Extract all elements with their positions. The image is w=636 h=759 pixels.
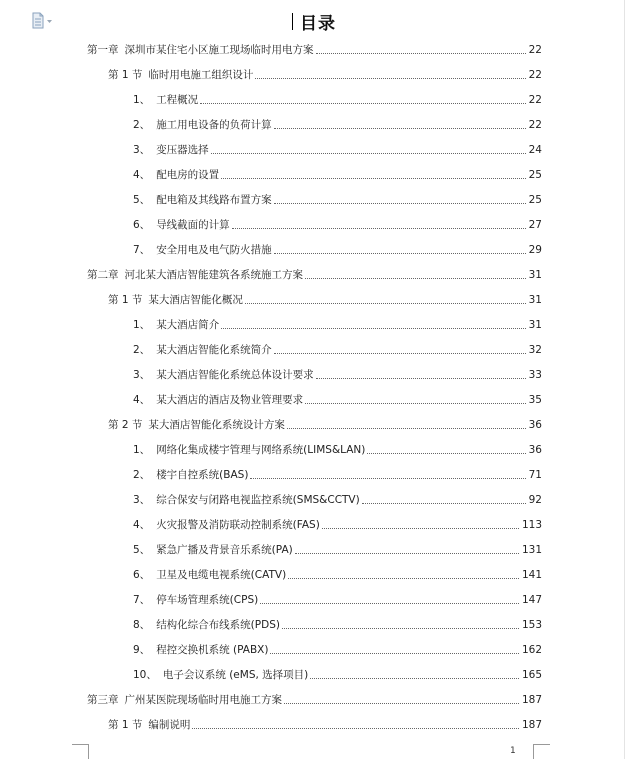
page-corner-mark-right	[533, 744, 550, 759]
toc-entry-number: 1、	[133, 444, 151, 456]
toc-entry-label: 施工用电设备的负荷计算	[156, 119, 272, 131]
toc-entry-page: 113	[521, 519, 542, 531]
toc-entry-page: 31	[528, 269, 542, 281]
toc-entry[interactable]	[133, 364, 542, 382]
toc-entry-number: 第 2 节	[108, 419, 143, 431]
toc-dot-leader	[295, 539, 519, 554]
toc-entry-number: 第 1 节	[108, 719, 143, 731]
toc-entry-page: 25	[528, 194, 542, 206]
toc-entry-number: 3、	[133, 144, 151, 156]
toc-entry-page: 187	[521, 694, 542, 706]
toc-entry[interactable]	[108, 414, 542, 432]
toc-entry-number: 4、	[133, 519, 151, 531]
toc-dot-leader	[316, 39, 526, 54]
toc-dot-leader	[250, 464, 525, 479]
toc-entry[interactable]	[133, 664, 542, 682]
toc-entry-label: 某大酒店的酒店及物业管理要求	[156, 394, 304, 406]
toc-entry[interactable]	[108, 714, 542, 732]
toc-entry-page: 71	[528, 469, 542, 481]
toc-entry[interactable]	[133, 614, 542, 632]
toc-entry-page: 25	[528, 169, 542, 181]
toc-entry[interactable]	[87, 39, 542, 57]
toc-entry-number: 2、	[133, 344, 151, 356]
toc-entry-page: 187	[521, 719, 542, 731]
toc-dot-leader	[245, 289, 526, 304]
toc-entry-label: 某大酒店智能化概况	[148, 294, 243, 306]
toc-entry[interactable]	[108, 64, 542, 82]
toc-entry-page: 22	[528, 94, 542, 106]
toc-entry-number: 第 1 节	[108, 294, 143, 306]
toc-entry-number: 2、	[133, 119, 151, 131]
toc-dot-leader	[274, 114, 526, 129]
toc-dot-leader	[270, 639, 518, 654]
toc-entry-label: 安全用电及电气防火措施	[156, 244, 272, 256]
toc-entry-number: 3、	[133, 369, 151, 381]
toc-entry-number: 4、	[133, 169, 151, 181]
page-number: 1	[510, 746, 516, 756]
toc-dot-leader	[305, 264, 526, 279]
toc-entry-page: 36	[528, 419, 542, 431]
toc-entry-number: 第一章	[87, 44, 119, 56]
toc-entry-label: 火灾报警及消防联动控制系统(FAS)	[156, 519, 320, 531]
toc-entry-label: 停车场管理系统(CPS)	[156, 594, 259, 606]
toc-entry-number: 7、	[133, 244, 151, 256]
toc-entry[interactable]	[133, 89, 542, 107]
toc-entry-label: 变压器选择	[156, 144, 209, 156]
toc-entry-number: 9、	[133, 644, 151, 656]
toc-entry[interactable]	[133, 314, 542, 332]
toc-entry-page: 22	[528, 69, 542, 81]
toc-dot-leader	[282, 614, 519, 629]
toc-entry-label: 程控交换机系统 (PABX)	[156, 644, 269, 656]
toc-entry-label: 某大酒店简介	[156, 319, 220, 331]
toc-entry-number: 第二章	[87, 269, 119, 281]
toc-entry-label: 某大酒店智能化系统简介	[156, 344, 272, 356]
toc-entry-page: 165	[521, 669, 542, 681]
toc-entry-label: 卫星及电缆电视系统(CATV)	[156, 569, 287, 581]
toc-dot-leader	[287, 414, 526, 429]
toc-dot-leader	[255, 64, 525, 79]
toc-entry-number: 5、	[133, 544, 151, 556]
toc-entry-page: 29	[528, 244, 542, 256]
toc-entry-number: 6、	[133, 219, 151, 231]
toc-entry-label: 工程概况	[156, 94, 199, 106]
toc-entry-page: 24	[528, 144, 542, 156]
toc-entry-number: 10、	[133, 669, 157, 681]
toc-entry-page: 35	[528, 394, 542, 406]
toc-entry[interactable]	[133, 164, 542, 182]
toc-dot-leader	[221, 164, 525, 179]
toc-entry-page: 32	[528, 344, 542, 356]
toc-entry-number: 1、	[133, 319, 151, 331]
toc-entry-number: 3、	[133, 494, 151, 506]
toc-entry-number: 5、	[133, 194, 151, 206]
toc-dot-leader	[367, 439, 525, 454]
toc-entry-label: 配电房的设置	[156, 169, 220, 181]
toc-entry[interactable]	[133, 214, 542, 232]
toc-entry-number: 1、	[133, 94, 151, 106]
toc-dot-leader	[192, 714, 519, 729]
toc-entry-number: 第三章	[87, 694, 119, 706]
toc-entry-number: 8、	[133, 619, 151, 631]
toc-dot-leader	[288, 564, 519, 579]
toc-entry[interactable]	[108, 289, 542, 307]
toc-dot-leader	[200, 89, 525, 104]
toc-dot-leader	[362, 489, 526, 504]
toc-dot-leader	[310, 664, 519, 679]
toc-entry-number: 2、	[133, 469, 151, 481]
toc-entry-page: 22	[528, 119, 542, 131]
toc-entry[interactable]	[133, 389, 542, 407]
toc-entry-label: 楼宇自控系统(BAS)	[156, 469, 249, 481]
toc-entry-number: 第 1 节	[108, 69, 143, 81]
toc-entry-page: 22	[528, 44, 542, 56]
toc-entry[interactable]	[133, 464, 542, 482]
toc-entry[interactable]	[133, 489, 542, 507]
page-corner-mark-left	[72, 744, 89, 759]
toc-entry-label: 某大酒店智能化系统总体设计要求	[156, 369, 314, 381]
toc-dot-leader	[232, 214, 526, 229]
toc-entry[interactable]	[133, 189, 542, 207]
toc-entry-page: 131	[521, 544, 542, 556]
toc-entry-label: 导线截面的计算	[156, 219, 230, 231]
toc-dot-leader	[274, 189, 526, 204]
toc-entry[interactable]	[133, 439, 542, 457]
toc-entry-page: 92	[528, 494, 542, 506]
toc-entry[interactable]	[87, 264, 542, 282]
toc-entry-page: 153	[521, 619, 542, 631]
toc-entry-number: 6、	[133, 569, 151, 581]
toc-entry-page: 27	[528, 219, 542, 231]
toc-entry-number: 7、	[133, 594, 151, 606]
toc-dot-leader	[211, 139, 526, 154]
toc-entry-label: 网络化集成楼宇管理与网络系统(LIMS&LAN)	[156, 444, 366, 456]
toc-entry-page: 141	[521, 569, 542, 581]
toc-entry[interactable]	[133, 564, 542, 582]
toc-entry[interactable]	[133, 514, 542, 532]
toc-entry[interactable]	[133, 589, 542, 607]
toc-dot-leader	[221, 314, 525, 329]
toc-entry-label: 综合保安与闭路电视监控系统(SMS&CCTV)	[156, 494, 360, 506]
toc-entry-label: 广州某医院现场临时用电施工方案	[124, 694, 282, 706]
toc-entry-label: 某大酒店智能化系统设计方案	[148, 419, 285, 431]
toc-dot-leader	[260, 589, 519, 604]
toc-entry-label: 河北某大酒店智能建筑各系统施工方案	[124, 269, 303, 281]
toc-dot-leader	[284, 689, 519, 704]
page-edge	[624, 0, 625, 759]
toc-entry-page: 147	[521, 594, 542, 606]
toc-entry[interactable]	[133, 539, 542, 557]
toc-entry-page: 162	[521, 644, 542, 656]
toc-dot-leader	[274, 239, 526, 254]
toc-entry-label: 紧急广播及背景音乐系统(PA)	[156, 544, 293, 556]
toc-entry[interactable]	[87, 689, 542, 707]
toc-entry[interactable]	[133, 339, 542, 357]
toc-entry[interactable]	[133, 114, 542, 132]
toc-entry-page: 31	[528, 319, 542, 331]
toc-entry[interactable]	[133, 139, 542, 157]
toc-entry-label: 配电箱及其线路布置方案	[156, 194, 272, 206]
toc-entry-number: 4、	[133, 394, 151, 406]
toc-entry[interactable]	[133, 639, 542, 657]
toc-entry-label: 结构化综合布线系统(PDS)	[156, 619, 280, 631]
toc-dot-leader	[316, 364, 526, 379]
toc-entry-page: 31	[528, 294, 542, 306]
toc-entry-page: 33	[528, 369, 542, 381]
toc-entry-page: 36	[528, 444, 542, 456]
toc-entry-label: 电子会议系统 (eMS, 选择项目)	[162, 669, 309, 681]
toc-dot-leader	[305, 389, 525, 404]
page-title: 目录	[300, 14, 336, 34]
toc-entry-label: 临时用电施工组织设计	[148, 69, 254, 81]
toc-entry-label: 深圳市某住宅小区施工现场临时用电方案	[124, 44, 314, 56]
toc-dot-leader	[322, 514, 519, 529]
toc-entry[interactable]	[133, 239, 542, 257]
toc-entry-label: 编制说明	[148, 719, 191, 731]
toc-dot-leader	[274, 339, 526, 354]
